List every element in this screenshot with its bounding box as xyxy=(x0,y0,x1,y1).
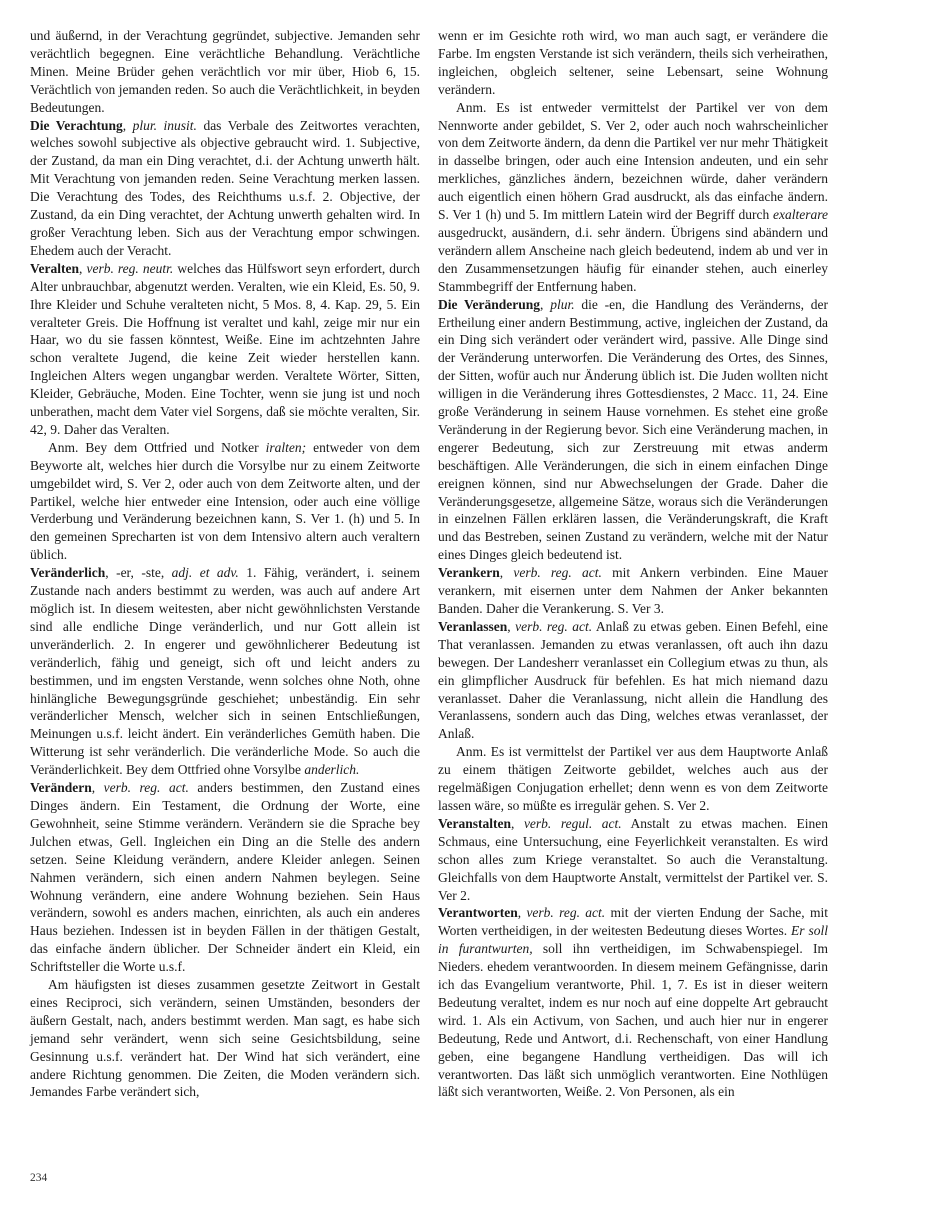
headword: Veränderlich xyxy=(30,565,106,581)
entry-paragraph xyxy=(438,618,828,743)
right-column xyxy=(438,27,828,1101)
grammar-note: anderlich. xyxy=(304,762,360,778)
entry-text: wenn er im Gesichte roth wird, wo man auch sagt, er verändere die Farbe. Im engsten Verstande ist sich verändern, theils sich verheirathen, ingleichen, obgleich seltener, seine Lebensart, seine Wohnung verändern. xyxy=(438,28,828,97)
entry-paragraph xyxy=(438,296,828,565)
headword: Die Veränderung xyxy=(438,296,541,312)
entry-text: Anstalt zu etwas machen. Einen Schmaus, eine Untersuchung, eine Feyerlichkeit veranstalten. Es wird schon alles zum Kriege veranstaltet. So auch die Veranstaltung. Gleichfalls von dem Hauptworte Anstalt, vermittelst der Partikel ver. S. Ver 2. xyxy=(438,815,829,903)
entry-text: , xyxy=(122,117,133,133)
grammar-note: verb. reg. act. xyxy=(513,565,602,581)
entry-paragraph xyxy=(438,815,828,905)
entry-paragraph xyxy=(30,779,420,976)
grammar-note: verb. reg. act. xyxy=(515,618,593,634)
entry-text: und äußernd, in der Verachtung gegründet, subjective. Jemanden sehr verächtlich begegnen. Eine verächtliche Behandlung. Verächtliche Minen. Meine Brüder gehen verächtlich vor mir über, Hiob 6, 15. Verächtlich von jemanden reden. So auch die Verächtlichkeit, in beyden Bedeutungen. xyxy=(30,28,420,115)
entry-paragraph xyxy=(438,904,828,1101)
entry-paragraph xyxy=(30,260,420,439)
grammar-note: verb. regul. act. xyxy=(523,815,622,831)
entry-text: ausgedruckt, ausändern, d.i. sehr ändern. Übrigens sind abändern und verändern allem Anscheine nach gleich bedeutend, indem ab und ver in den Zusammensetzungen häufig für einander stehen, auch einerley Stammbegriff der Entfernung haben. xyxy=(438,224,828,294)
entry-text: 1. Fähig, verändert, i. seinem Zustande nach anders bestimmt zu werden, was auch auf andere Art möglich ist. In diesem weitesten, aber nicht gewöhnlichsten Verstande sind alle endliche Dinge veränderlich, und nur Gott allein ist unveränderlich. 2. In engerer und gewöhnlicherer Bedeutung ist veränderlich, fähig und geneigt, sich oft und leicht anders zu bestimmen, und im engsten Verstande, wenn solches ohne Noth, ohne hinlängliche Bewegungsgründe geschiehet; unbeständig. Ein sehr veränderlicher Mensch, welcher sich in seinen Entschließungen, Meinungen u.s.f. leicht ändert. Ein veränderliches Gemüth haben. Die Witterung ist sehr veränderlich. Die veränderliche Mode. So auch die Veränderlichkeit. Bey dem Ottfried ohne Vorsylbe xyxy=(30,565,420,778)
headword: Veranstalten xyxy=(438,815,511,831)
entry-text: Am häufigsten ist dieses zusammen gesetzte Zeitwort in Gestalt eines Reciproci, sich verändern, seinen Umständen, besonders der äußern Gestalt, nach, anders bestimmt werden. Man sagt, es habe sich jemand sehr verändert, wenn sich seine Gesichtsbildung, seine Gesinnung u.s.f. verändert hat. Der Wind hat sich verändert, eine andere Richtung genommen. Die Zeiten, die Moden verändern sich. Jemandes Farbe verändert sich, xyxy=(30,977,420,1100)
entry-paragraph xyxy=(30,439,420,564)
entry-paragraph xyxy=(438,743,828,815)
entry-text: mit Ankern verbinden. Eine Mauer verankern, mit eisernen unter dem Nahmen der Anker bekannten Banden. Daher die Verankerung. S. Ver 3. xyxy=(438,565,829,616)
headword: Verändern xyxy=(30,780,92,796)
entry-paragraph xyxy=(30,117,420,260)
left-column xyxy=(30,27,420,1101)
entry-text: , xyxy=(540,296,551,312)
entry-text: , xyxy=(507,618,516,634)
grammar-note: plur. inusit. xyxy=(132,117,197,133)
entry-text: , xyxy=(79,260,87,276)
entry-text: die -en, die Handlung des Veränderns, der Ertheilung einer andern Bestimmung, active, ingleichen der Zustand, da ein Ding sich verändert oder verändert wird, passive. Alle Dinge sind der Veränderung unterworfen. Die Veränderung des Ortes, des Sinnes, der Sitten, wofür auch nur Änderung üblich ist. Die Juden wollten nicht willigen in die Veränderung ihres Gottesdienstes, 2 Macc. 11, 24. Eine große Veränderung in seinem Hause vornehmen. Es stehet eine große Veränderung in der Regierung bevor. Sich eine Veränderung machen, in engerer Bedeutung, sich zur Zerstreuung mit etwas anderm beschäftigen. Alle Veränderungen, die sich in einem einfachen Dinge ereignen können, sind nur Abwechselungen der Grade. Daher die Veränderungsgesetze, allgemeine Sätze, woraus sich die Veränderungen in einzelnen Fällen erklären lassen, die Veränderungskraft, die Kraft und das Bestreben, seinen Zustand zu verändern, welche mit der Natur eines Dinges gleich bedeutend ist. xyxy=(438,296,828,563)
entry-text: Anm. Es ist vermittelst der Partikel ver aus dem Hauptworte Anlaß zu einem thätigen Zeitworte gebildet, welches auch aus der regelmäßigen Conjugation erhellet; denn wenn es von dem Zeitworte lassen wäre, so müßte es irregulär gehen. S. Ver 2. xyxy=(438,744,828,813)
grammar-note: exalterare xyxy=(773,207,828,223)
entry-text: anders bestimmen, den Zustand eines Dinges ändern. Ein Testament, die Ordnung der Worte, eine Gewohnheit, seine Stimme verändern. Verändern sie die Sprache bey Julchen etwas, Gell. Ingleichen ein Ding an die Stelle des andern setzen. Seine Kleidung verändern, andere Kleider anlegen. Seinen Nahmen verändern, sich einen andern Nahmen beylegen. Seine Wohnung verändern, eine andere Wohnung beziehen. Sein Haus verändern, sowohl es anders machen, einrichten, als auch ein anderes Haus beziehen. Indessen ist in beyden Fällen in der thätigen Gestalt, das einfache ändern üblicher. Der Schneider ändert ein Kleid, ein Schriftsteller die Worte u.s.f. xyxy=(30,780,421,975)
entry-paragraph xyxy=(438,99,828,296)
headword: Verantworten xyxy=(438,905,518,921)
entry-paragraph xyxy=(30,976,420,1101)
page-number: 234 xyxy=(30,1172,48,1184)
grammar-note: Er soll in furantwurten, xyxy=(438,923,828,957)
grammar-note: verb. reg. act. xyxy=(526,905,606,921)
headword: Die Verachtung xyxy=(30,117,123,133)
entry-text: soll ihn vertheidigen, im Schwabenspiegel. Im Nieders. ehedem verantwoorden. In diesem meinem Gefängnisse, darin ich das Evangelium verantworte, Phil. 1, 7. Es ist in dieser weitern Bedeutung veraltet, indem es nur noch auf eine doppelte Art gebraucht wird. 1. Als ein Activum, von Sachen, und auch hier nur in engerer Bedeutung, Rede und Antwort, d.i. Rechenschaft, von einer Handlung geben, eine begangene Handlung vertheidigen. Das will ich verantworten. Das läßt sich unmöglich verantworten. Eine Nothlügen läßt sich verantworten, Weiße. 2. Von Personen, als ein xyxy=(438,941,828,1100)
grammar-note: verb. reg. neutr. xyxy=(86,260,174,276)
entry-paragraph xyxy=(438,27,828,99)
headword: Verankern xyxy=(438,565,500,581)
grammar-note: verb. reg. act. xyxy=(103,780,189,796)
entry-text: entweder von dem Beyworte alt, welches hier durch die Vorsylbe nur zu einem Zeitworte umgebildet wird, S. Ver 2, oder auch von dem Zeitworte alten, und der Partikel, welche hier entweder eine Intension, oder auch eine völlige Verderbung und Veränderung bezeichnen kann, S. Ver 1. (h) und 5. In den gemeinen Sprecharten ist von dem Intensivo altern auch veraltern üblich. xyxy=(30,439,421,563)
grammar-note: plur. xyxy=(550,296,575,312)
entry-text: das Verbale des Zeitwortes verachten, welches sowohl subjective als objective gebraucht wird. 1. Subjective, der Zustand, da man ein Ding verachtet, d.i. der Achtung unwerth hält. Mit Verachtung von jemanden reden. Seine Verachtung merken lassen. Die Verachtung des Todes, des Reichthums u.s.f. 2. Objective, der Zustand, da ein Ding verachtet, der Achtung unwerth gehalten wird. In großer Verachtung leben. Sich aus der Verachtung empor schwingen. Ehedem auch der Veracht. xyxy=(30,117,421,258)
entry-paragraph xyxy=(438,564,828,618)
entry-text: , xyxy=(517,905,527,921)
grammar-note: adj. et adv. xyxy=(171,565,239,581)
entry-text: Anlaß zu etwas geben. Einen Befehl, eine That veranlassen. Jemanden zu etwas veranlassen, oft auch ihn dazu bewegen. Der Landesherr veranlasset ein Collegium etwas zu thun, als ein glimpflicher Ausdruck für befehlen. Es hat mich niemand dazu veranlasset. Daher die Veranlassung, nicht allein die Handlung des Veranlassens, sondern auch das Ding, welches etwas veranlasset, der Anlaß. xyxy=(438,618,828,742)
entry-text: , xyxy=(499,565,514,581)
headword: Veranlassen xyxy=(438,618,508,634)
entry-text: Anm. Bey dem Ottfried und Notker xyxy=(48,439,266,455)
entry-text: mit der vierten Endung der Sache, mit Worten vertheidigen, in der weitesten Bedeutung dieses Wortes. xyxy=(438,905,828,939)
entry-paragraph xyxy=(30,27,420,117)
entry-text: Anm. Es ist entweder vermittelst der Partikel ver von dem Nennworte ander gebildet, S. Ver 2, oder auch noch wahrscheinlicher von dem Zeitworte ändern, da denn die Partikel ver nur mehr Thätigkeit in dasselbe bringen, oder auch eine Intension andeuten, und ein sehr merkliches, gänzliches ändern, bezeichnen würde, daher verändern auch eigentlich einen höhern Grad ausdruckt, als das einfache ändern. S. Ver 1 (h) und 5. Im mittlern Latein wird der Begriff durch xyxy=(438,99,828,223)
entry-text: , xyxy=(91,780,104,796)
entry-paragraph xyxy=(30,564,420,779)
entry-text: welches das Hülfswort seyn erfordert, durch Alter unbrauchbar, abgenutzt werden. Veralten, wie ein Kleid, Es. 50, 9. Ihre Kleider und Schuhe veralteten nicht, 5 Mos. 8, 4. Kap. 29, 5. Ein veralteter Greis. Die Hoffnung ist veraltet und kahl, zeige mir nur ein Haar, wo du sie fassen könntest, Weiße. Eine im achtzehnten Jahre schon veraltete Jugend, die keine Zeit wieder herstellen kann. Ingleichen Alters wegen ungangbar werden. Veraltete Wörter, Sitten, Kleider, Gebräuche, Moden. Eine Tochter, wenn sie jung ist und noch unberathen, macht dem Vater viel Sorgens, daß sie möchte veralten, Sir. 42, 9. Daher das Veralten. xyxy=(30,260,421,437)
headword: Veralten xyxy=(30,260,79,276)
entry-text: , -er, -ste, xyxy=(105,565,172,581)
grammar-note: iralten; xyxy=(265,439,307,455)
entry-text: , xyxy=(511,815,524,831)
